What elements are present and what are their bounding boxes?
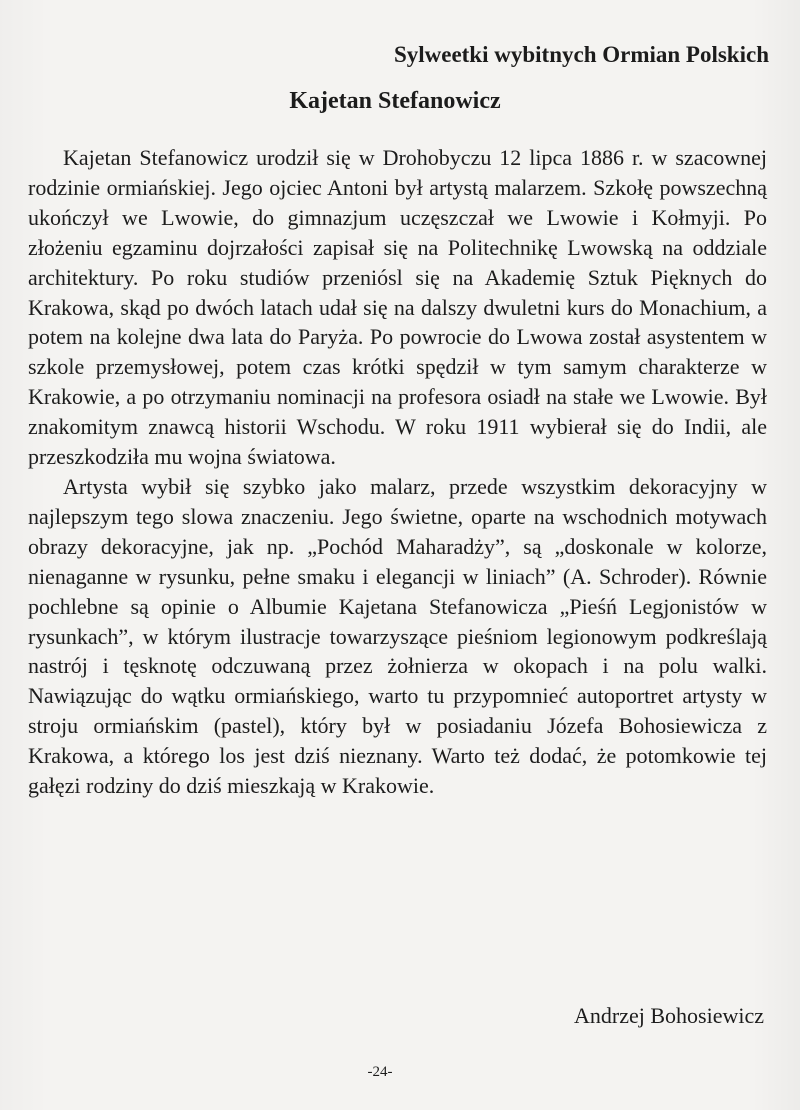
article-title: Kajetan Stefanowicz	[289, 88, 501, 114]
article-body	[28, 143, 767, 801]
series-title: Sylweetki wybitnych Ormian Polskich	[393, 42, 769, 67]
paragraph-1: Kajetan Stefanowicz urodził się w Drohobyczu 12 lipca 1886 r. w szacownej rodzinie ormiańskiej. Jego ojciec Antoni był artystą malarzem. Szkołę powszechną ukończył we Lwowie, do gimnazjum uczęszczał we Lwowie i Kołmyji. Po złożeniu egzaminu dojrzałości zapisał się na Politechnikę Lwowską na oddziale architektury. Po roku studiów przeniósl się na Akademię Sztuk Pięknych do Krakowa, skąd po dwóch latach udał się na dalszy dwuletni kurs do Monachium, a potem na kolejne dwa lata do Paryża. Po powrocie do Lwowa został asystentem w szkole przemysłowej, potem czas krótki spędził w tym samym charakterze w Krakowie, a po otrzymaniu nominacji na profesora osiadł na stałe we Lwowie. Był znakomitym znawcą historii Wschodu. W roku 1911 wybierał się do Indii, ale przeszkodziła mu wojna światowa.	[28, 145, 767, 470]
page-number: -24-	[367, 1064, 393, 1080]
author-signature: Andrzej Bohosiewicz	[574, 1003, 764, 1028]
paragraph-2: Artysta wybił się szybko jako malarz, przede wszystkim dekoracyjny w najlepszym tego slowa znaczeniu. Jego świetne, oparte na wschodnich motywach obrazy dekoracyjne, jak np. „Pochód Maharadży”, są „doskonale w kolorze, nienaganne w rysunku, pełne smaku i elegancji w liniach” (A. Schroder). Równie pochlebne są opinie o Albumie Kajetana Stefanowicza „Pieśń Legjonistów w rysunkach”, w którym ilustracje towarzyszące pieśniom legionowym podkreślają nastrój i tęsknotę odczuwaną przez żołnierza w okopach i na polu walki. Nawiązując do wątku ormiańskiego, warto tu przypomnieć autoportret artysty w stroju ormiańskim (pastel), który był w posiadaniu Józefa Bohosiewicza z Krakowa, a którego los jest dziś nieznany. Warto też dodać, że potomkowie tej gałęzi rodziny do dziś mieszkają w Krakowie.	[28, 473, 767, 799]
